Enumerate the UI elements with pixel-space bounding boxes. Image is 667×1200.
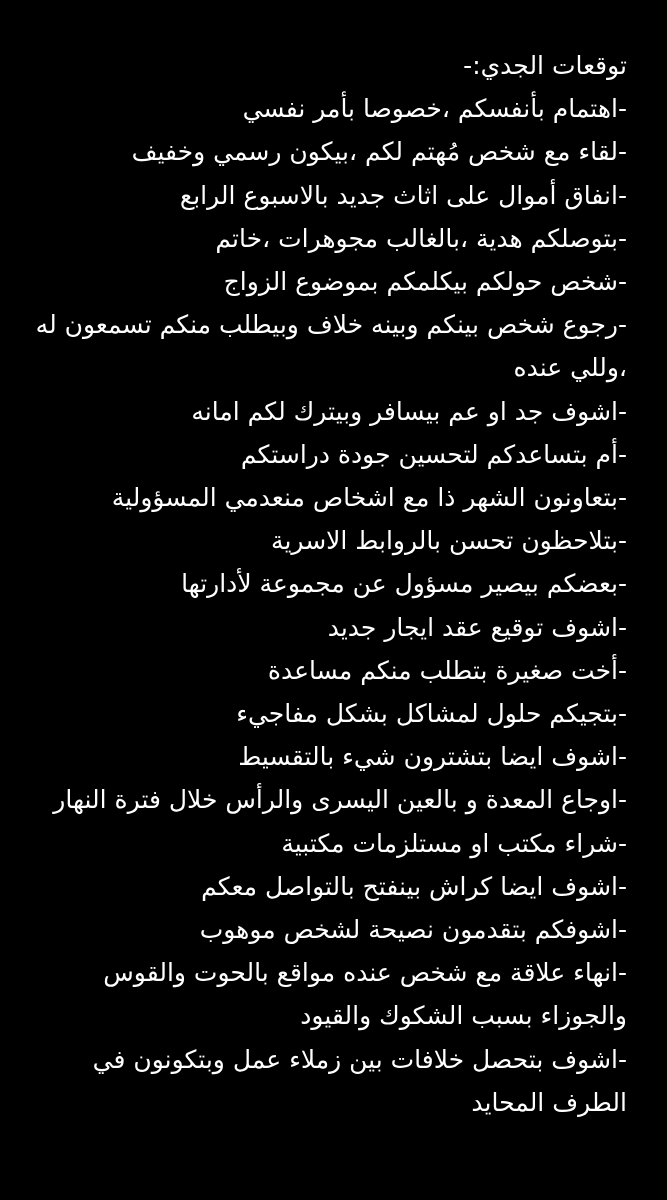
prediction-line: -انفاق أموال على اثاث جديد بالاسبوع الرابع (179, 180, 627, 210)
prediction-line: -اشوفكم بتقدمون نصيحة لشخص موهوب (199, 915, 627, 945)
prediction-line: -شخص حولكم بيكلمكم بموضوع الزواج (223, 267, 627, 297)
note-title: توقعات الجدي:- (463, 51, 627, 80)
prediction-line: -بتجيكم حلول لمشاكل بشكل مفاجيء (236, 699, 627, 729)
prediction-line: -بتلاحظون تحسن بالروابط الاسرية (271, 526, 627, 556)
prediction-line: -بتعاونون الشهر ذا مع اشخاص منعدمي المسؤولية (111, 483, 627, 513)
prediction-line: -انهاء علاقة مع شخص عنده مواقع بالحوت والقوس والجوزاء بسبب الشكوك والقيود (103, 958, 627, 1031)
prediction-line: -اشوف ايضا بتشترون شيء بالتقسيط (238, 742, 627, 772)
prediction-line: -رجوع شخص بينكم وبينه خلاف وبيطلب منكم تسمعون له ،وللي عنده (35, 310, 627, 383)
prediction-line: -اشوف جد او عم بيسافر وبيترك لكم امانه (191, 396, 627, 426)
prediction-line: -بعضكم بيصير مسؤول عن مجموعة لأدارتها (181, 569, 627, 599)
prediction-line: -اشوف ايضا كراش بينفتح بالتواصل معكم (201, 871, 627, 901)
prediction-line: -لقاء مع شخص مُهتم لكم ،بيكون رسمي وخفيف (131, 137, 627, 167)
prediction-list (20, 87, 627, 1124)
prediction-line: -أخت صغيرة بتطلب منكم مساعدة (267, 655, 627, 685)
prediction-line: -شراء مكتب او مستلزمات مكتبية (281, 828, 627, 858)
prediction-line: -اشوف بتحصل خلافات بين زملاء عمل وبتكونون في الطرف المحايد (92, 1044, 627, 1117)
prediction-line: -أم بتساعدكم لتحسين جودة دراستكم (240, 439, 627, 469)
prediction-line: -اوجاع المعدة و بالعين اليسرى والرأس خلال فترة النهار (53, 785, 627, 815)
prediction-line: -اشوف توقيع عقد ايجار جديد (327, 612, 627, 642)
prediction-line: -اهتمام بأنفسكم ،خصوصا بأمر نفسي (242, 94, 627, 124)
prediction-line: -بتوصلكم هدية ،بالغالب مجوهرات ،خاتم (215, 223, 627, 253)
